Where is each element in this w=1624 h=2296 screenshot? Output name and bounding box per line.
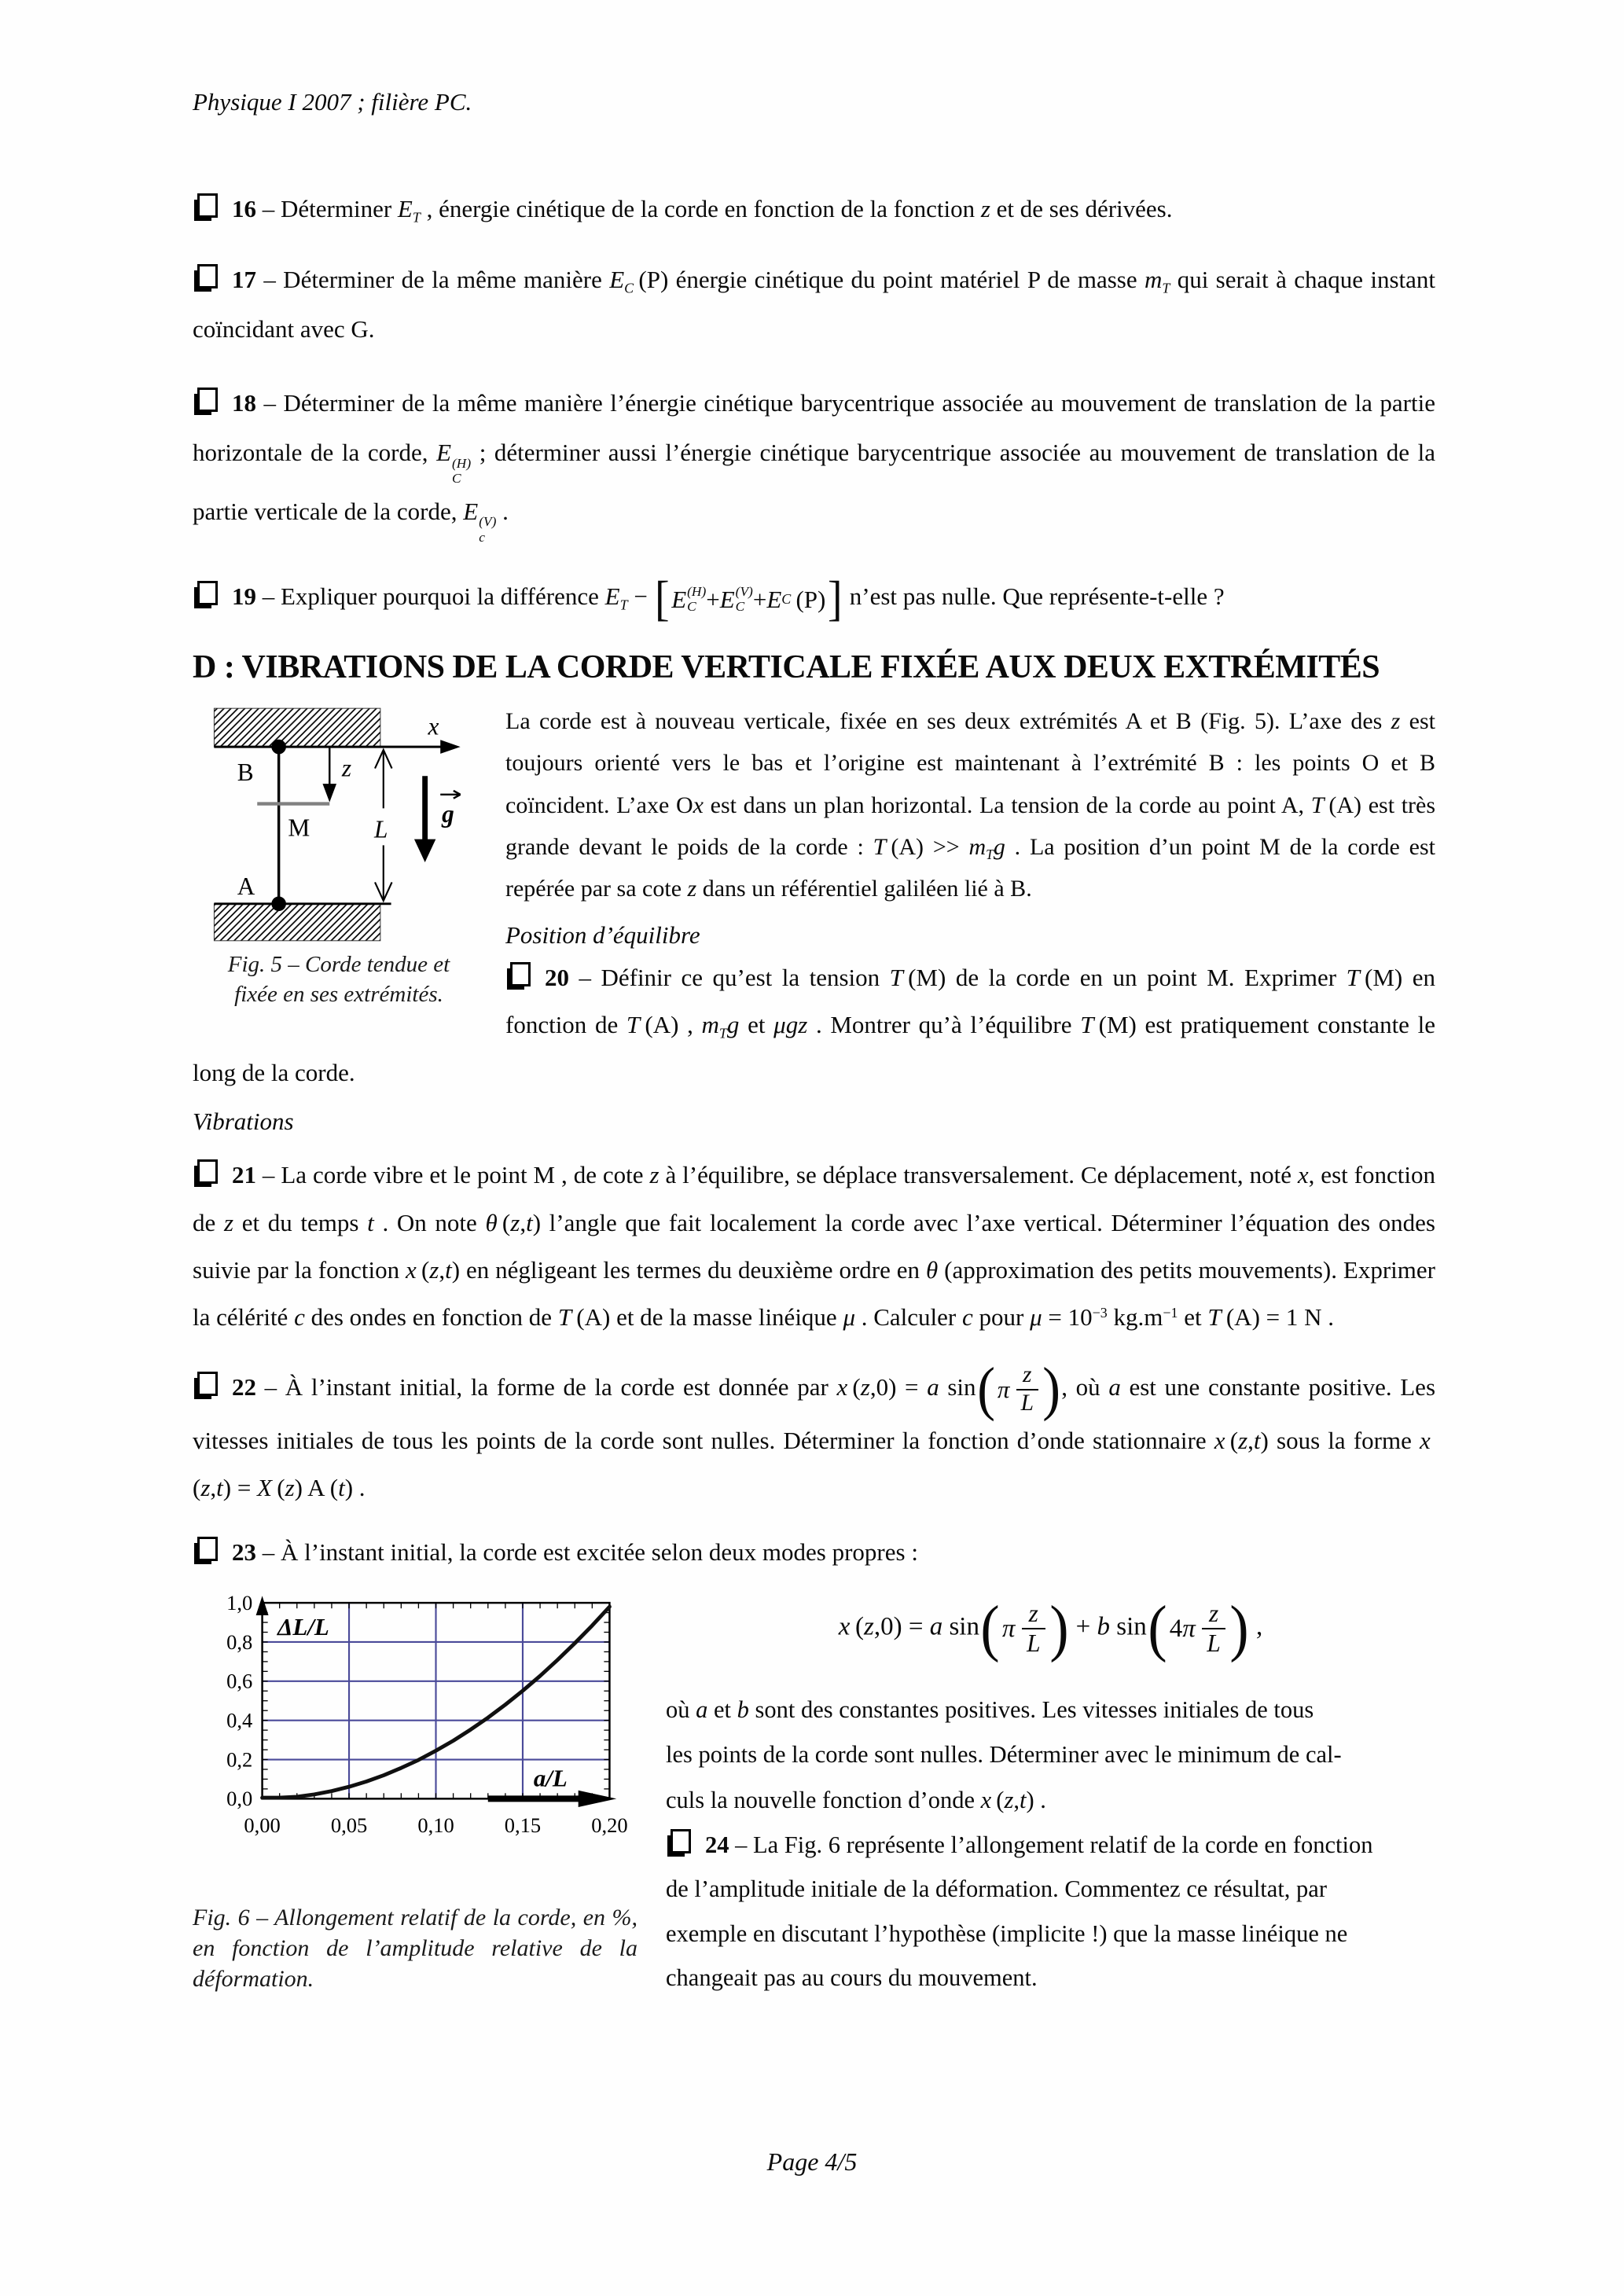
- question-checkbox-icon: [510, 962, 531, 986]
- fig5-label-z: z: [341, 754, 352, 782]
- question-20: 20 – Définir ce qu’est la tension T (M) de la corde en un point M. Exprimer T (M) en fonction de T (A) , $m_Tg$ et μgz . Montrer qu’à l’équilibre T (M) est pratiquement constante le long de la corde.: [193, 963, 1435, 1086]
- fig5-floor-hatch: [214, 904, 380, 941]
- fig5-caption-line2: fixée en ses extrémités.: [234, 981, 443, 1007]
- fig5-label-m: M: [288, 814, 310, 842]
- fig6-x-tick-label: 0,15: [504, 1813, 542, 1837]
- question-checkbox-icon: [671, 1829, 691, 1853]
- label-vibrations: Vibrations: [193, 1108, 294, 1136]
- fig5-label-b: B: [237, 759, 254, 787]
- question-checkbox-icon: [197, 1372, 218, 1396]
- question-23: 23 – À l’instant initial, la corde est excitée selon deux modes propres :: [193, 1527, 1435, 1578]
- fig5-x-axis-arrowhead: [440, 740, 460, 754]
- fig5-z-axis-arrowhead: [322, 784, 336, 802]
- fig6-caption: Fig. 6 – Allongement relatif de la corde, en %, en fonction de l’amplitude relative de la déformation.: [193, 1904, 637, 1992]
- question-checkbox-icon: [197, 1537, 218, 1561]
- fig6-xlabel: a/L: [533, 1764, 568, 1792]
- fig6-y-tick-label: 0,6: [226, 1669, 253, 1693]
- label-position-equilibre: Position d’équilibre: [505, 920, 700, 949]
- question-checkbox-icon: [197, 264, 218, 288]
- page-header: Physique I 2007 ; filière PC.: [193, 88, 472, 116]
- right-column: [666, 1592, 1435, 2000]
- fig5-label-a: A: [237, 872, 255, 900]
- figure-6: [193, 1592, 637, 2000]
- fig6-x-tick-label: 0,00: [244, 1813, 281, 1837]
- fig5-label-x: x: [428, 712, 439, 740]
- fig6-y-tick-label: 0,0: [226, 1787, 253, 1811]
- fig6-x-tick-label: 0,05: [330, 1813, 368, 1837]
- fig5-ceiling-hatch: [214, 708, 380, 747]
- question-18: 18 – Déterminer de la même manière l’énergie cinétique barycentrique associée au mouvement de translation de la partie horizontale de la corde, E (H) C ; déterminer aussi l’énergie cinétique barycentrique associée au mouvement de translation de la partie verticale de la corde, E (V) c .: [193, 388, 1435, 545]
- question-16: 16 – Déterminer $E_T$ , énergie cinétique de la corde en fonction de la fonction z et de ses dérivées.: [193, 184, 1435, 234]
- question-checkbox-icon: [197, 388, 218, 412]
- question-checkbox-icon: [197, 193, 218, 218]
- question-17: 17 – Déterminer de la même manière $E_C$ (P) énergie cinétique du point matériel P de masse $m_T$ qui serait à chaque instant coïncidant avec G.: [193, 265, 1435, 343]
- figure6-and-q24-section: [193, 1592, 1435, 2000]
- fig6-x-tick-label: 0,10: [417, 1813, 454, 1837]
- question-21: 21 – La corde vibre et le point M , de cote z à l’équilibre, se déplace transversalement. Ce déplacement, noté x, est fonction de z et du temps t . On note θ (z,t) l’angle que fait localement la corde avec l’axe vertical. Déterminer l’équation des ondes suivie par la fonction x (z,t) en négligeant les termes du deuxième ordre en θ (approximation des petits mouvements). Exprimer la célérité c des ondes en fonction de T (A) et de la masse linéique μ . Calculer c pour $\mu = 10^{-3}$ $kg.m^{-1}$ et T (A) = 1 N .: [193, 1161, 1435, 1332]
- q23-display-equation: x (z,0) = a sin ( π $\frac{z}{L}$ ) + b sin ( 4 π $\frac{z}{L}$ ) ,: [838, 1593, 1263, 1663]
- page-footer: Page 4/5: [766, 2147, 858, 2176]
- section-d-intro: La corde est à nouveau verticale, fixée en ses deux extrémités A et B (Fig. 5). L’axe des z est toujours orienté vers le bas et l’origine est maintenant à l’extrémité B : les points O et B coïncident. L’axe Ox est dans un plan horizontal. La tension de la corde au point A, T (A) est très grande devant le poids de la corde : T $(A) >> m_Tg$ . La position d’un point M de la corde est repérée par sa cote z dans un référentiel galiléen lié à B.: [505, 707, 1436, 902]
- fig6-y-tick-label: 0,2: [226, 1747, 253, 1772]
- fig5-length-dimension: [373, 750, 392, 901]
- question-checkbox-icon: [197, 581, 218, 605]
- figure-5: [193, 705, 485, 1009]
- question-22: 22 – À l’instant initial, la forme de la corde est donnée par x (z,0) = a sin ( π $\frac{z}{L}$ ) , où a est une constante positive. Les vitesses initiales de tous les points de la corde sont nulles. Déterminer la fonction d’onde stationnaire x (z,t) sous la forme x (z,t) = X (z) A (t) .: [193, 1356, 1436, 1501]
- fig6-chart: [193, 1592, 637, 1890]
- fig5-label-g: g: [442, 799, 454, 828]
- fig6-y-tick-label: 0,8: [226, 1629, 253, 1654]
- section-d-body: [193, 700, 1435, 1097]
- fig6-y-axis-arrowhead: [256, 1596, 269, 1615]
- fig5-caption: [193, 950, 485, 1009]
- fig6-x-tick-label: 0,20: [591, 1813, 628, 1837]
- fig6-y-tick-label: 1,0: [226, 1591, 253, 1615]
- question-19: 19 – Expliquer pourquoi la différence $E_T$ − [ E (H) C + E (V) C + E C (P) ] n’est pas nulle. Que représente-t-elle ?: [193, 571, 1435, 622]
- section-d-heading: D : VIBRATIONS DE LA CORDE VERTICALE FIXÉE AUX DEUX EXTRÉMITÉS: [193, 648, 1380, 685]
- q23-continuation: où a et b sont des constantes positives. Les vitesses initiales de tous les points de la corde sont nulles. Déterminer avec le minimum de cal- culs la nouvelle fonction d’onde x (z,t) .: [666, 1696, 1342, 1813]
- question-checkbox-icon: [197, 1159, 218, 1184]
- question-24: 24 – La Fig. 6 représente l’allongement relatif de la corde en fonction de l’amplitude initiale de la déformation. Commentez ce résultat, par exemple en discutant l’hypothèse (implicite !) que la masse linéique ne changeait pas au cours du mouvement.: [666, 1823, 1435, 2000]
- fig6-y-tick-label: 0,4: [226, 1708, 253, 1732]
- fig5-diagram: [193, 705, 485, 942]
- fig5-caption-line1: Fig. 5 – Corde tendue et: [227, 951, 450, 977]
- fig6-x-axis-arrowhead: [579, 1791, 617, 1807]
- fig5-gravity-arrow: [414, 776, 461, 862]
- fig6-ylabel: ΔL/L: [277, 1612, 329, 1640]
- fig5-label-l: L: [374, 815, 388, 843]
